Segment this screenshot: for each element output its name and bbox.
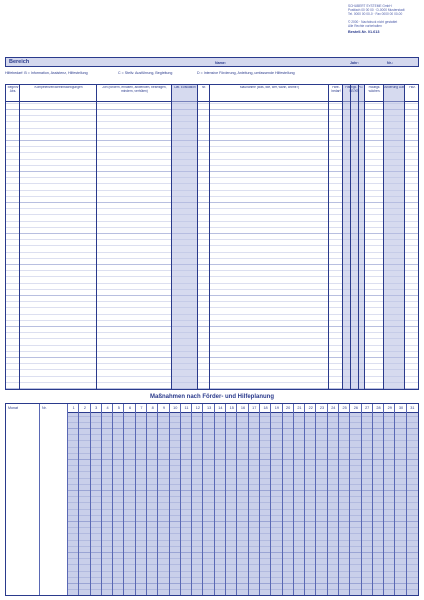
day-column[interactable]: [305, 404, 316, 595]
day-column[interactable]: [339, 404, 350, 595]
nr-label: Nr.:: [387, 61, 393, 65]
day-label: 16: [240, 405, 246, 410]
day-label: 22: [308, 405, 313, 410]
header-start: Beginn/ Abs.: [7, 86, 19, 93]
legend-item: Hilfebedarf: B = Information, Assistenz, Hilfestellung: [5, 71, 88, 75]
day-label: 28: [376, 405, 381, 410]
day-label: 14: [218, 405, 223, 410]
header-frequency-pg: Häufigk. PG SE/XE: [345, 86, 363, 93]
day-column[interactable]: [226, 404, 237, 595]
day-label: 4: [106, 405, 109, 410]
day-column[interactable]: [260, 404, 271, 595]
day-label: 9: [162, 405, 166, 410]
day-column[interactable]: [68, 404, 79, 595]
header-signature: Hdz.: [409, 86, 416, 89]
day-label: 15: [229, 405, 234, 410]
day-label: 23: [319, 405, 325, 410]
day-label: 13: [206, 405, 212, 410]
nr-label: Nr.: [42, 405, 47, 410]
day-column[interactable]: [237, 404, 248, 595]
section-heading: Bereich: [9, 59, 30, 65]
day-label: 1: [72, 405, 75, 410]
col-goal[interactable]: [97, 85, 172, 389]
day-column[interactable]: [328, 404, 339, 595]
day-label: 21: [297, 405, 302, 410]
day-column[interactable]: [91, 404, 102, 595]
day-label: 29: [387, 405, 392, 410]
day-column[interactable]: [395, 404, 406, 595]
day-column[interactable]: [203, 404, 214, 595]
day-column[interactable]: [170, 404, 181, 595]
day-label: 25: [342, 405, 347, 410]
day-column[interactable]: [407, 404, 418, 595]
day-label: 6: [129, 405, 132, 410]
day-label: 8: [151, 405, 154, 410]
col-frequency-pg-b[interactable]: [351, 85, 359, 389]
col-measure-nr[interactable]: [40, 404, 68, 595]
day-column[interactable]: [181, 404, 192, 595]
day-column[interactable]: [384, 404, 395, 595]
measures-calendar-table: [5, 403, 419, 596]
month-label: Monat: [8, 405, 18, 410]
day-column[interactable]: [192, 404, 203, 595]
col-frequency-pg-a[interactable]: [343, 85, 351, 389]
publisher-info: [348, 4, 420, 34]
day-column[interactable]: [373, 404, 384, 595]
day-column[interactable]: [113, 404, 124, 595]
col-measure[interactable]: [210, 85, 329, 389]
col-start[interactable]: [6, 85, 20, 389]
day-column[interactable]: [283, 404, 294, 595]
day-label: 19: [274, 405, 279, 410]
col-change-date[interactable]: [384, 85, 405, 389]
day-column[interactable]: [362, 404, 373, 595]
care-plan-table: [5, 84, 419, 390]
day-column[interactable]: [102, 404, 113, 595]
day-label: 5: [117, 405, 120, 410]
col-frequency-weekly[interactable]: [365, 85, 384, 389]
day-column[interactable]: [158, 404, 169, 595]
header-nr: Nr.: [201, 86, 207, 89]
header-competencies: Kompetenzen/Beeinträchtigungen: [34, 86, 83, 89]
day-column[interactable]: [316, 404, 327, 595]
day-column[interactable]: [124, 404, 135, 595]
day-label: 10: [173, 405, 178, 410]
name-label: Name:: [215, 61, 226, 65]
day-label: 3: [95, 405, 98, 410]
header-evaluation-date: Dat. Evaluation: [174, 86, 196, 89]
header-measure: Maßnahme (was, wie, wer, wann, womit?): [239, 86, 300, 89]
col-signature[interactable]: [405, 85, 419, 389]
col-evaluation-date[interactable]: [172, 85, 198, 389]
publisher-line: © 2000 · Nachdruck nicht gestattet: [348, 20, 398, 24]
header-bar: [5, 57, 419, 67]
day-column[interactable]: [249, 404, 260, 595]
header-frequency-weekly: Häufigk. wöchen.: [368, 86, 381, 93]
day-column[interactable]: [271, 404, 282, 595]
day-label: 31: [410, 405, 415, 410]
day-column[interactable]: [147, 404, 158, 595]
col-nr[interactable]: [198, 85, 210, 389]
nr-field[interactable]: [396, 66, 418, 67]
day-label: 12: [195, 405, 200, 410]
name-field[interactable]: [230, 66, 345, 67]
header-change-date: Änderung Dat.: [384, 86, 405, 89]
day-column[interactable]: [136, 404, 147, 595]
day-column[interactable]: [294, 404, 305, 595]
day-label: 24: [331, 405, 336, 410]
col-competencies[interactable]: [20, 85, 97, 389]
header-goal: Ziel (fördern, erhalten, abwenden, beseitigen, mindern, verhüten): [102, 86, 167, 93]
day-label: 17: [252, 405, 257, 410]
publisher-line: Tel. 0000 00 00-0 · Fax 0000 00 00-00: [348, 12, 403, 16]
publisher-line: SCHUBERT SYSTEME GmbH: [348, 4, 392, 8]
day-column[interactable]: [350, 404, 361, 595]
publisher-line: Postfach 00 00 00 · D-0000 Musterstadt: [348, 8, 405, 12]
col-month[interactable]: [6, 404, 40, 595]
day-label: 20: [286, 405, 291, 410]
day-label: 18: [263, 405, 268, 410]
day-label: 27: [365, 405, 370, 410]
day-label: 26: [353, 405, 358, 410]
year-label: Jahr:: [350, 61, 359, 65]
day-column[interactable]: [79, 404, 90, 595]
header-help-need: Hilfe-bedarf: [331, 86, 341, 93]
day-label: 30: [398, 405, 404, 410]
day-column[interactable]: [215, 404, 226, 595]
publisher-line: Alle Rechte vorbehalten: [348, 24, 382, 28]
year-field[interactable]: [362, 66, 384, 67]
legend-item: D = Intensive Förderung, Anleitung, umfassende Hilfestellung: [197, 71, 295, 75]
col-help-need[interactable]: [329, 85, 343, 389]
day-label: 7: [140, 405, 143, 410]
section-title: Maßnahmen nach Förder- und Hilfeplanung: [149, 394, 274, 400]
form-number: Bestell-Nr. 01.613: [348, 30, 380, 34]
legend-item: C = Stellv. Ausführung, Begleitung: [118, 71, 173, 75]
day-label: 11: [184, 405, 189, 410]
day-label: 2: [83, 405, 86, 410]
